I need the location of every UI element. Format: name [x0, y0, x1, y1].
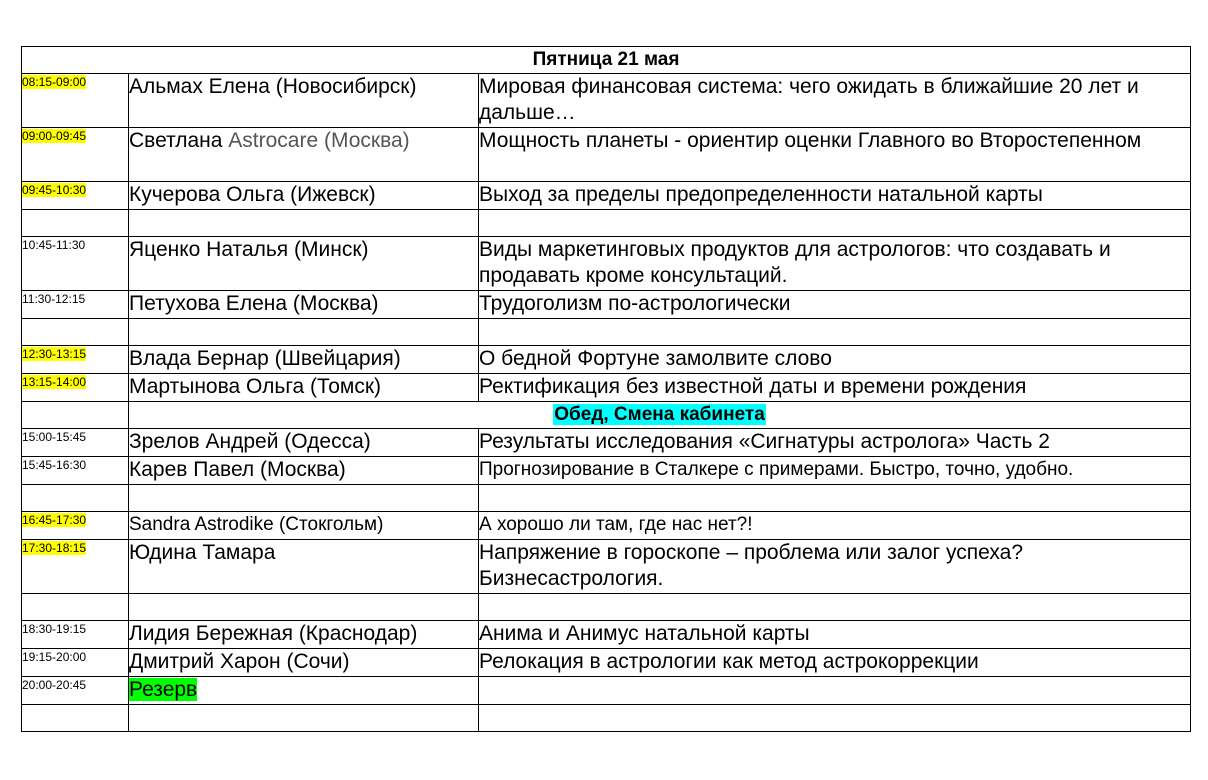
talk-topic: Результаты исследования «Сигнатуры астролога» Часть 2 — [479, 429, 1191, 457]
table-row — [22, 128, 1191, 182]
lunch-break-label: Обед, Смена кабинета — [554, 404, 765, 425]
talk-topic: О бедной Фортуне замолвите слово — [479, 346, 1191, 374]
talk-topic: Выход за пределы предопределенности натальной карты — [479, 182, 1191, 210]
table-row — [22, 374, 1191, 402]
table-row — [22, 457, 1191, 485]
empty-row — [22, 705, 1191, 732]
speaker-name: Мартынова Ольга (Томск) — [129, 374, 479, 402]
talk-topic: Напряжение в гороскопе – проблема или залог успеха? Бизнесастрология. — [479, 540, 1191, 594]
speaker-name: Яценко Наталья (Минск) — [129, 237, 479, 291]
table-row — [22, 429, 1191, 457]
talk-topic: Виды маркетинговых продуктов для астрологов: что создавать и продавать кроме консультаций. — [479, 237, 1191, 291]
table-row — [22, 621, 1191, 649]
time-slot: 08:15-09:00 — [22, 75, 87, 89]
table-row — [22, 677, 1191, 705]
talk-topic: Трудоголизм по-астрологически — [479, 291, 1191, 319]
time-slot: 15:45-16:30 — [22, 457, 129, 485]
talk-topic: Релокация в астрологии как метод астрокоррекции — [479, 649, 1191, 677]
table-row — [22, 182, 1191, 210]
speaker-name: Альмах Елена (Новосибирск) — [129, 74, 479, 128]
table-row — [22, 649, 1191, 677]
time-slot: 19:15-20:00 — [22, 649, 129, 677]
empty-row — [22, 319, 1191, 346]
time-slot: 11:30-12:15 — [22, 291, 129, 319]
table-row — [22, 540, 1191, 594]
speaker-name: Лидия Бережная (Краснодар) — [129, 621, 479, 649]
speaker-name: Кучерова Ольга (Ижевск) — [129, 182, 479, 210]
empty-row — [22, 485, 1191, 512]
speaker-org: Astrocare (Москва) — [228, 129, 410, 152]
speaker-name: Петухова Елена (Москва) — [129, 291, 479, 319]
talk-topic: Ректификация без известной даты и времени рождения — [479, 374, 1191, 402]
speaker-name: Sandra Astrodike (Стокгольм) — [129, 512, 479, 540]
time-slot: 15:00-15:45 — [22, 429, 129, 457]
empty-row — [22, 210, 1191, 237]
time-slot: 13:15-14:00 — [22, 375, 87, 389]
reserve-label: Резерв — [129, 678, 198, 701]
time-slot: 10:45-11:30 — [22, 237, 129, 291]
table-row — [22, 291, 1191, 319]
talk-topic: Прогнозирование в Сталкере с примерами. Быстро, точно, удобно. — [479, 457, 1191, 485]
schedule-table — [21, 46, 1191, 732]
talk-topic: А хорошо ли там, где нас нет?! — [479, 512, 1191, 540]
speaker-name: Карев Павел (Москва) — [129, 457, 479, 485]
time-slot: 16:45-17:30 — [22, 513, 87, 527]
time-slot: 17:30-18:15 — [22, 541, 87, 555]
schedule-title: Пятница 21 мая — [22, 47, 1191, 74]
speaker-name: Юдина Тамара — [129, 540, 479, 594]
talk-topic: Анима и Анимус натальной карты — [479, 621, 1191, 649]
empty-row — [22, 594, 1191, 621]
speaker-first-name: Светлана — [129, 129, 229, 152]
table-row — [22, 512, 1191, 540]
speaker-name: Дмитрий Харон (Сочи) — [129, 649, 479, 677]
time-slot: 09:45-10:30 — [22, 183, 87, 197]
talk-topic: Мировая финансовая система: чего ожидать в ближайшие 20 лет и дальше… — [479, 74, 1191, 128]
speaker-name: Влада Бернар (Швейцария) — [129, 346, 479, 374]
table-row — [22, 237, 1191, 291]
speaker-name: Зрелов Андрей (Одесса) — [129, 429, 479, 457]
speaker-name — [129, 128, 479, 182]
talk-topic: Мощность планеты - ориентир оценки Главного во Второстепенном — [479, 128, 1191, 182]
time-slot: 20:00-20:45 — [22, 677, 129, 705]
table-row — [22, 74, 1191, 128]
time-slot: 18:30-19:15 — [22, 621, 129, 649]
title-row — [22, 47, 1191, 74]
table-row — [22, 346, 1191, 374]
talk-topic — [479, 677, 1191, 705]
time-slot: 12:30-13:15 — [22, 347, 87, 361]
time-slot: 09:00-09:45 — [22, 129, 87, 143]
lunch-row — [22, 402, 1191, 429]
